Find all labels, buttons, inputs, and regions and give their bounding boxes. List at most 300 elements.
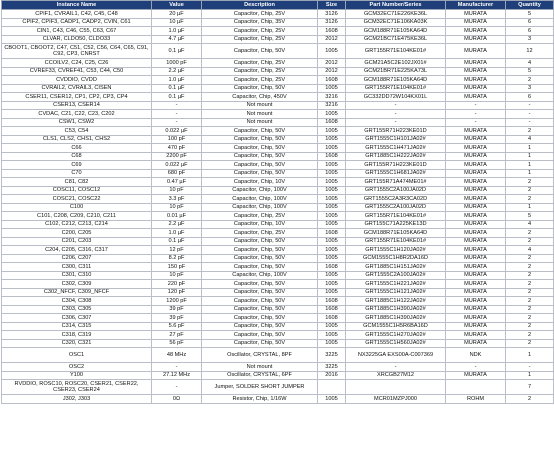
- cell-value: 0.1 µF: [152, 237, 202, 246]
- cell-part-number: -: [346, 363, 446, 372]
- table-row: [2, 76, 554, 85]
- cell-size: 1608: [318, 118, 346, 127]
- cell-instance-name: C204, C205, C316, C317: [2, 246, 152, 255]
- cell-quantity: 5: [506, 212, 554, 221]
- cell-size: 1005: [318, 339, 346, 348]
- cell-size: 3225: [318, 363, 346, 372]
- cell-part-number: GCM32EC71E106KA03K: [346, 18, 446, 27]
- cell-part-number: GCM21A5C2E102JX01#: [346, 59, 446, 68]
- cell-quantity: 2: [506, 305, 554, 314]
- cell-size: 1005: [318, 178, 346, 187]
- cell-description: Capacitor, Chip, 25V: [202, 59, 318, 68]
- cell-size: 1005: [318, 195, 346, 204]
- cell-description: Not mount: [202, 110, 318, 119]
- cell-quantity: 6: [506, 18, 554, 27]
- cell-part-number: GRT1555C1H221JA02#: [346, 280, 446, 289]
- cell-part-number: [346, 380, 446, 395]
- cell-instance-name: C68: [2, 152, 152, 161]
- cell-value: 2.2 µF: [152, 67, 202, 76]
- cell-instance-name: C200, C205: [2, 229, 152, 238]
- cell-part-number: GRT1885C1H390JA02#: [346, 305, 446, 314]
- cell-quantity: 2: [506, 237, 554, 246]
- cell-part-number: GRT155R71E104KE01#: [346, 84, 446, 93]
- cell-manufacturer: MURATA: [446, 18, 506, 27]
- cell-size: 3216: [318, 93, 346, 102]
- cell-instance-name: C53, C54: [2, 127, 152, 136]
- cell-part-number: GRT1885C1H122JA02#: [346, 297, 446, 306]
- cell-part-number: GCM32EC71E226KE36L: [346, 10, 446, 19]
- table-row: [2, 271, 554, 280]
- cell-manufacturer: MURATA: [446, 305, 506, 314]
- cell-part-number: GRT155R71E104KE01#: [346, 237, 446, 246]
- cell-value: 1000 pF: [152, 59, 202, 68]
- cell-manufacturer: MURATA: [446, 288, 506, 297]
- cell-value: -: [152, 363, 202, 372]
- cell-description: Capacitor, Chip, 25V: [202, 212, 318, 221]
- cell-size: 2012: [318, 59, 346, 68]
- cell-size: 1005: [318, 127, 346, 136]
- cell-part-number: GRT1885C1H151JA02#: [346, 263, 446, 272]
- cell-description: Capacitor, Chip, 100V: [202, 203, 318, 212]
- cell-manufacturer: MURATA: [446, 331, 506, 340]
- table-row: [2, 127, 554, 136]
- cell-size: 1005: [318, 186, 346, 195]
- cell-manufacturer: MURATA: [446, 169, 506, 178]
- cell-size: 1005: [318, 254, 346, 263]
- cell-instance-name: C303, C305: [2, 305, 152, 314]
- col-header-part-number: Part Number/Series: [346, 1, 446, 10]
- cell-manufacturer: MURATA: [446, 237, 506, 246]
- cell-size: 1005: [318, 203, 346, 212]
- cell-size: 2012: [318, 67, 346, 76]
- cell-size: 1005: [318, 161, 346, 170]
- cell-description: Capacitor, Chip, 10V: [202, 220, 318, 229]
- cell-instance-name: C101, C208, C209, C210, C211: [2, 212, 152, 221]
- cell-description: Capacitor, Chip, 50V: [202, 288, 318, 297]
- cell-manufacturer: -: [446, 101, 506, 110]
- cell-value: 0Ω: [152, 395, 202, 404]
- col-header-instance-name: Instance Name: [2, 1, 152, 10]
- table-row: [2, 18, 554, 27]
- cell-size: 1005: [318, 144, 346, 153]
- cell-value: 12 pF: [152, 246, 202, 255]
- cell-size: 2016: [318, 371, 346, 380]
- cell-value: 39 pF: [152, 314, 202, 323]
- cell-part-number: GCM188R71E105KA64D: [346, 229, 446, 238]
- cell-instance-name: CVDAC, C21, C22, C23, C202: [2, 110, 152, 119]
- cell-description: Resistor, Chip, 1/16W: [202, 395, 318, 404]
- cell-instance-name: COSC11, COSC12: [2, 186, 152, 195]
- cell-instance-name: CSER11, CSER12, CP1, CP2, CP3, CP4: [2, 93, 152, 102]
- cell-instance-name: RVDDIO, ROSC10, ROSC20, CSER21, CSER22, CSER23, CSER24: [2, 380, 152, 395]
- cell-manufacturer: MURATA: [446, 297, 506, 306]
- table-row: [2, 169, 554, 178]
- cell-part-number: GRT155R71E104KE01#: [346, 44, 446, 59]
- col-header-manufacturer: Manufacturer: [446, 1, 506, 10]
- bom-table: [1, 0, 554, 404]
- cell-value: 120 pF: [152, 288, 202, 297]
- cell-quantity: -: [506, 118, 554, 127]
- cell-description: Capacitor, Chip, 25V: [202, 35, 318, 44]
- table-row: [2, 263, 554, 272]
- cell-size: 1608: [318, 229, 346, 238]
- table-row: [2, 35, 554, 44]
- cell-quantity: 4: [506, 220, 554, 229]
- table-row: [2, 246, 554, 255]
- cell-manufacturer: MURATA: [446, 203, 506, 212]
- table-row: [2, 339, 554, 348]
- cell-description: Capacitor, Chip, 50V: [202, 152, 318, 161]
- cell-description: Not mount: [202, 363, 318, 372]
- cell-instance-name: Y100: [2, 371, 152, 380]
- cell-manufacturer: MURATA: [446, 254, 506, 263]
- cell-description: Jumper, SOLDER SHORT JUMPER: [202, 380, 318, 395]
- cell-part-number: GRT1555C1H120JA02#: [346, 246, 446, 255]
- cell-manufacturer: MURATA: [446, 161, 506, 170]
- cell-manufacturer: MURATA: [446, 152, 506, 161]
- cell-value: 1.0 µF: [152, 27, 202, 36]
- cell-size: 1608: [318, 76, 346, 85]
- table-row: [2, 348, 554, 363]
- cell-part-number: GRT1885C1H390JA02#: [346, 314, 446, 323]
- cell-description: Capacitor, Chip, 100V: [202, 195, 318, 204]
- table-row: [2, 395, 554, 404]
- cell-size: 1005: [318, 331, 346, 340]
- table-row: [2, 195, 554, 204]
- cell-description: Capacitor, Chip, 25V: [202, 10, 318, 19]
- cell-manufacturer: MURATA: [446, 263, 506, 272]
- table-row: [2, 44, 554, 59]
- cell-quantity: 2: [506, 280, 554, 289]
- cell-instance-name: C206, C207: [2, 254, 152, 263]
- cell-value: 2.2 µF: [152, 220, 202, 229]
- cell-quantity: 2: [506, 322, 554, 331]
- cell-size: 1005: [318, 110, 346, 119]
- cell-instance-name: CPIF2, CPIF3, CADP1, CADP2, CVIN, C61: [2, 18, 152, 27]
- cell-manufacturer: MURATA: [446, 195, 506, 204]
- cell-part-number: GRT155C71A225KE13D: [346, 220, 446, 229]
- cell-description: Capacitor, Chip, 50V: [202, 263, 318, 272]
- cell-instance-name: C320, C321: [2, 339, 152, 348]
- cell-manufacturer: MURATA: [446, 314, 506, 323]
- cell-part-number: -: [346, 118, 446, 127]
- cell-part-number: GCM1555C1H5R6BA16D: [346, 322, 446, 331]
- cell-quantity: 2: [506, 288, 554, 297]
- table-row: [2, 67, 554, 76]
- cell-value: 150 pF: [152, 263, 202, 272]
- table-row: [2, 178, 554, 187]
- cell-instance-name: C100: [2, 203, 152, 212]
- cell-description: Capacitor, Chip, 50V: [202, 237, 318, 246]
- table-row: [2, 212, 554, 221]
- cell-part-number: GCM21BC71E475KE36L: [346, 35, 446, 44]
- cell-value: 10 pF: [152, 271, 202, 280]
- cell-description: Capacitor, Chip, 50V: [202, 161, 318, 170]
- cell-manufacturer: MURATA: [446, 93, 506, 102]
- cell-size: 3126: [318, 18, 346, 27]
- cell-manufacturer: MURATA: [446, 27, 506, 36]
- cell-quantity: 6: [506, 27, 554, 36]
- cell-instance-name: C318, C319: [2, 331, 152, 340]
- cell-manufacturer: MURATA: [446, 229, 506, 238]
- cell-instance-name: C66: [2, 144, 152, 153]
- table-row: [2, 186, 554, 195]
- table-row: [2, 59, 554, 68]
- cell-description: Capacitor, Chip, 50V: [202, 322, 318, 331]
- table-row: [2, 110, 554, 119]
- cell-part-number: GCM188R71E105KA64D: [346, 76, 446, 85]
- cell-description: Capacitor, Chip, 25V: [202, 67, 318, 76]
- cell-quantity: 2: [506, 195, 554, 204]
- cell-value: 39 pF: [152, 305, 202, 314]
- cell-quantity: 2: [506, 271, 554, 280]
- cell-manufacturer: MURATA: [446, 322, 506, 331]
- cell-part-number: GRT1555C1H121JA02#: [346, 288, 446, 297]
- table-row: [2, 27, 554, 36]
- cell-description: Not mount: [202, 118, 318, 127]
- cell-value: 48 MHz: [152, 348, 202, 363]
- cell-value: 0.022 µF: [152, 161, 202, 170]
- cell-size: 1005: [318, 246, 346, 255]
- cell-manufacturer: MURATA: [446, 178, 506, 187]
- table-row: [2, 118, 554, 127]
- cell-instance-name: C70: [2, 169, 152, 178]
- cell-description: Capacitor, Chip, 50V: [202, 44, 318, 59]
- cell-instance-name: COSC21, COSC22: [2, 195, 152, 204]
- cell-part-number: GC332DD72W104KX01L: [346, 93, 446, 102]
- cell-part-number: GRT1555C2A100JA02#: [346, 271, 446, 280]
- cell-size: 3216: [318, 101, 346, 110]
- cell-description: Capacitor, Chip, 50V: [202, 144, 318, 153]
- cell-quantity: 2: [506, 339, 554, 348]
- cell-quantity: 6: [506, 93, 554, 102]
- col-header-size: Size: [318, 1, 346, 10]
- cell-quantity: 1: [506, 203, 554, 212]
- cell-description: Capacitor, Chip, 50V: [202, 135, 318, 144]
- cell-description: Capacitor, Chip, 50V: [202, 84, 318, 93]
- cell-description: Capacitor, Chip, 50V: [202, 331, 318, 340]
- cell-value: 1.0 µF: [152, 76, 202, 85]
- cell-size: 3225: [318, 348, 346, 363]
- cell-part-number: -: [346, 101, 446, 110]
- cell-quantity: -: [506, 101, 554, 110]
- cell-quantity: 2: [506, 314, 554, 323]
- cell-size: 1608: [318, 305, 346, 314]
- cell-description: Capacitor, Chip, 50V: [202, 280, 318, 289]
- cell-size: 1608: [318, 297, 346, 306]
- cell-size: 1005: [318, 169, 346, 178]
- table-row: [2, 237, 554, 246]
- cell-size: 1608: [318, 152, 346, 161]
- cell-part-number: XRCGB27M12: [346, 371, 446, 380]
- cell-value: 20 µF: [152, 10, 202, 19]
- cell-instance-name: CIN1, C43, C46, C55, C63, C67: [2, 27, 152, 36]
- table-body: [2, 10, 554, 404]
- cell-instance-name: CLVAR, CLDO50, CLDO33: [2, 35, 152, 44]
- cell-description: Capacitor, Chip, 25V: [202, 27, 318, 36]
- cell-value: 27.12 MHz: [152, 371, 202, 380]
- table-row: [2, 144, 554, 153]
- cell-value: 0.47 µF: [152, 178, 202, 187]
- cell-size: 1005: [318, 220, 346, 229]
- cell-description: Not mount: [202, 101, 318, 110]
- cell-quantity: 2: [506, 254, 554, 263]
- cell-value: 0.01 µF: [152, 212, 202, 221]
- table-row: [2, 101, 554, 110]
- cell-instance-name: C102, C212, C213, C214: [2, 220, 152, 229]
- table-row: [2, 371, 554, 380]
- cell-part-number: GRT1555C1H560JA02#: [346, 339, 446, 348]
- cell-description: Capacitor, Chip, 25V: [202, 76, 318, 85]
- cell-quantity: 3: [506, 35, 554, 44]
- cell-quantity: 1: [506, 152, 554, 161]
- cell-part-number: GRT155R71H223KE01D: [346, 161, 446, 170]
- cell-instance-name: CVREF33, CVREF41, C53, C44, C50: [2, 67, 152, 76]
- cell-instance-name: C314, C315: [2, 322, 152, 331]
- cell-manufacturer: MURATA: [446, 10, 506, 19]
- cell-value: 680 pF: [152, 169, 202, 178]
- cell-manufacturer: MURATA: [446, 212, 506, 221]
- cell-value: 10 µF: [152, 18, 202, 27]
- cell-quantity: 3: [506, 84, 554, 93]
- cell-manufacturer: ROHM: [446, 395, 506, 404]
- cell-manufacturer: MURATA: [446, 135, 506, 144]
- table-row: [2, 322, 554, 331]
- cell-value: 220 pF: [152, 280, 202, 289]
- cell-size: 1608: [318, 314, 346, 323]
- cell-description: Capacitor, Chip, 35V: [202, 18, 318, 27]
- table-row: [2, 314, 554, 323]
- cell-manufacturer: -: [446, 363, 506, 372]
- cell-quantity: 4: [506, 135, 554, 144]
- cell-size: 1005: [318, 395, 346, 404]
- cell-quantity: -: [506, 110, 554, 119]
- cell-quantity: -: [506, 363, 554, 372]
- cell-manufacturer: MURATA: [446, 59, 506, 68]
- cell-value: 1.0 µF: [152, 229, 202, 238]
- cell-instance-name: CSW1, CSW2: [2, 118, 152, 127]
- cell-description: Capacitor, Chip, 50V: [202, 127, 318, 136]
- table-row: [2, 288, 554, 297]
- cell-quantity: 2: [506, 186, 554, 195]
- cell-quantity: 2: [506, 297, 554, 306]
- cell-instance-name: C306, C307: [2, 314, 152, 323]
- cell-part-number: GRT1555C1H270JA02#: [346, 331, 446, 340]
- cell-size: 1005: [318, 237, 346, 246]
- table-row: [2, 84, 554, 93]
- cell-instance-name: C302, C309: [2, 280, 152, 289]
- cell-size: 1005: [318, 212, 346, 221]
- col-header-value: Value: [152, 1, 202, 10]
- cell-value: 100 pF: [152, 135, 202, 144]
- cell-description: Oscillator, CRYSTAL, 6PF: [202, 371, 318, 380]
- cell-size: 1005: [318, 271, 346, 280]
- cell-description: Capacitor, Chip, 50V: [202, 305, 318, 314]
- cell-size: [318, 380, 346, 395]
- cell-value: -: [152, 101, 202, 110]
- cell-value: 56 pF: [152, 339, 202, 348]
- cell-size: 1005: [318, 135, 346, 144]
- cell-description: Capacitor, Chip, 100V: [202, 271, 318, 280]
- cell-description: Capacitor, Chip, 50V: [202, 246, 318, 255]
- cell-quantity: 4: [506, 59, 554, 68]
- cell-value: -: [152, 118, 202, 127]
- cell-size: 1005: [318, 288, 346, 297]
- cell-part-number: NX3225GA EXS00A-C007369: [346, 348, 446, 363]
- cell-manufacturer: MURATA: [446, 339, 506, 348]
- cell-value: 8.2 pF: [152, 254, 202, 263]
- cell-instance-name: C301, C310: [2, 271, 152, 280]
- cell-value: 27 pF: [152, 331, 202, 340]
- cell-value: 10 pF: [152, 203, 202, 212]
- cell-part-number: GRT155R71H223KE01D: [346, 127, 446, 136]
- cell-quantity: 4: [506, 246, 554, 255]
- cell-quantity: 1: [506, 169, 554, 178]
- cell-value: 0.1 µF: [152, 93, 202, 102]
- cell-instance-name: CLS1, CLS2, CHS1, CHS2: [2, 135, 152, 144]
- cell-manufacturer: MURATA: [446, 280, 506, 289]
- cell-part-number: GRT1555C1H101JA02#: [346, 135, 446, 144]
- cell-part-number: GRT1555C1H471JA02#: [346, 144, 446, 153]
- cell-instance-name: CSER13, CSER14: [2, 101, 152, 110]
- cell-value: 1200 pF: [152, 297, 202, 306]
- table-row: [2, 363, 554, 372]
- cell-part-number: GRT1555C2A3R3CA02D: [346, 195, 446, 204]
- cell-value: -: [152, 110, 202, 119]
- cell-size: 1608: [318, 27, 346, 36]
- cell-instance-name: CVDDIO, CVDD: [2, 76, 152, 85]
- cell-quantity: 2: [506, 127, 554, 136]
- cell-manufacturer: MURATA: [446, 44, 506, 59]
- cell-part-number: GCM21BR71E225KA73L: [346, 67, 446, 76]
- cell-manufacturer: MURATA: [446, 35, 506, 44]
- table-row: [2, 229, 554, 238]
- cell-manufacturer: MURATA: [446, 246, 506, 255]
- cell-quantity: 2: [506, 331, 554, 340]
- cell-size: 1005: [318, 280, 346, 289]
- cell-instance-name: C300, C311: [2, 263, 152, 272]
- cell-description: Capacitor, Chip, 50V: [202, 254, 318, 263]
- cell-part-number: GRT1555C2A100JA02D: [346, 186, 446, 195]
- table-row: [2, 135, 554, 144]
- cell-manufacturer: MURATA: [446, 371, 506, 380]
- cell-value: 3.3 pF: [152, 195, 202, 204]
- cell-quantity: 2: [506, 263, 554, 272]
- cell-size: 1005: [318, 84, 346, 93]
- cell-manufacturer: MURATA: [446, 127, 506, 136]
- cell-part-number: MCR01MZPJ000: [346, 395, 446, 404]
- cell-quantity: 12: [506, 44, 554, 59]
- cell-instance-name: CVRAIL2, CVRAIL3, CISEN: [2, 84, 152, 93]
- table-row: [2, 380, 554, 395]
- cell-manufacturer: -: [446, 110, 506, 119]
- cell-size: 1005: [318, 322, 346, 331]
- cell-description: Oscillator, CRYSTAL, 8PF: [202, 348, 318, 363]
- cell-instance-name: C302_NFCF, C309_NFCF: [2, 288, 152, 297]
- table-row: [2, 254, 554, 263]
- cell-value: -: [152, 380, 202, 395]
- table-row: [2, 305, 554, 314]
- cell-quantity: 2: [506, 76, 554, 85]
- cell-quantity: 1: [506, 161, 554, 170]
- cell-part-number: GRT155R71E104KE01#: [346, 212, 446, 221]
- cell-manufacturer: NDK: [446, 348, 506, 363]
- cell-value: 0.1 µF: [152, 84, 202, 93]
- cell-manufacturer: -: [446, 118, 506, 127]
- cell-quantity: 5: [506, 10, 554, 19]
- cell-instance-name: CCOILV2, C24, C25, C26: [2, 59, 152, 68]
- cell-quantity: 1: [506, 144, 554, 153]
